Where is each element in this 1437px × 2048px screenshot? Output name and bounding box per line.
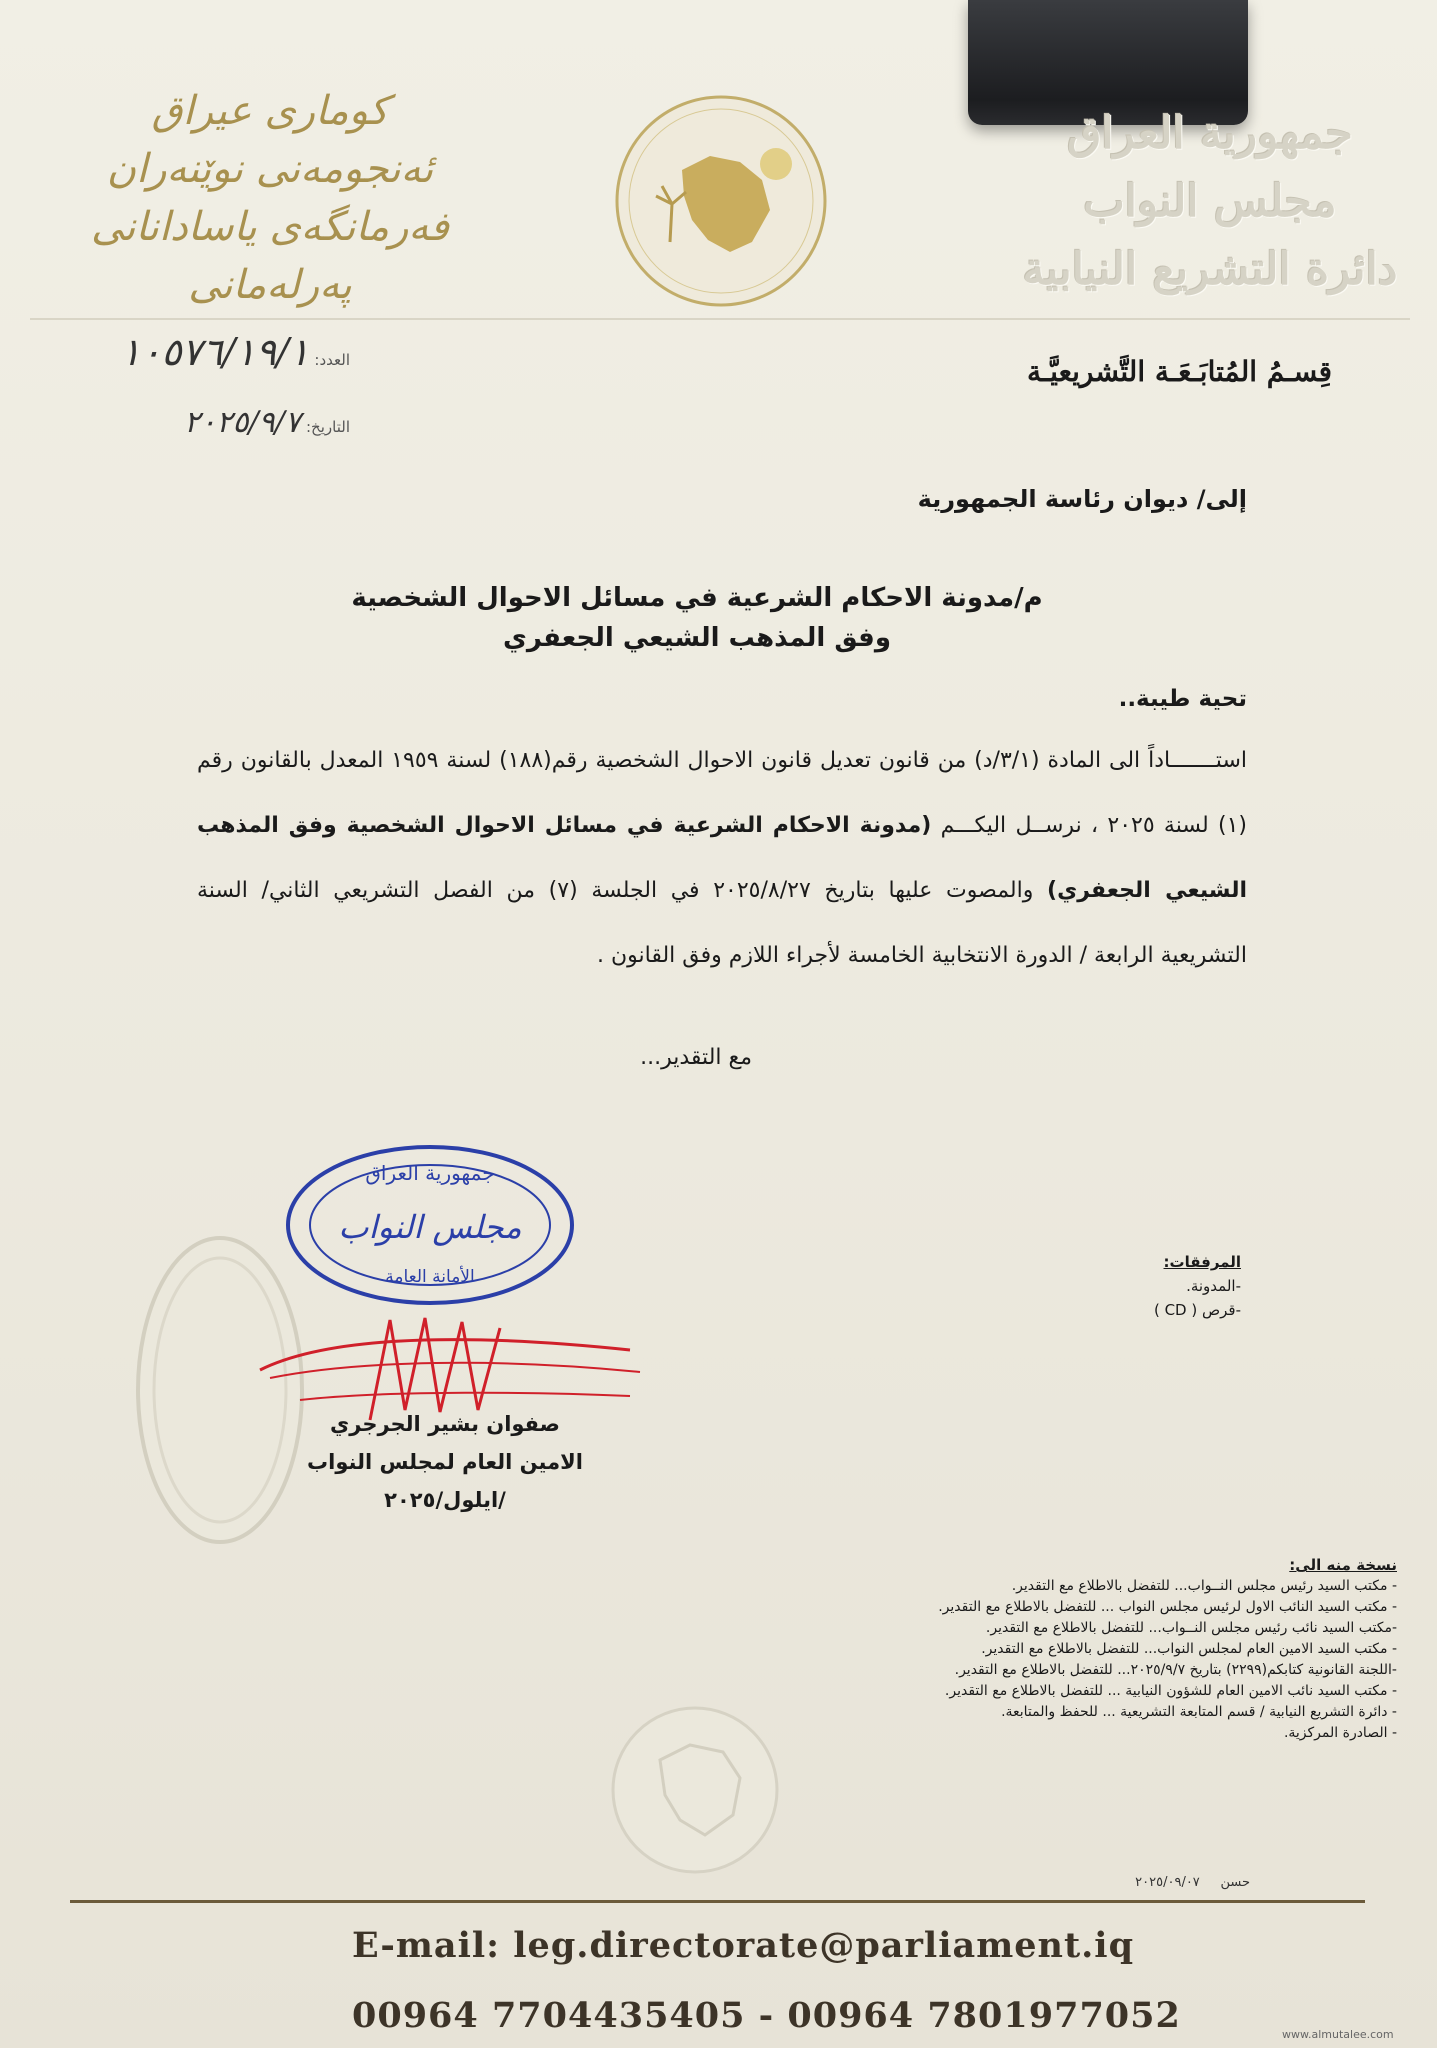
- stamp-line-1: جمهورية العراق: [365, 1161, 495, 1185]
- attachment-item: -قرص ( CD ): [1153, 1301, 1241, 1319]
- department-name: قِسـمُ المُتابَـعَـة التَّشريعيَّـة: [1026, 355, 1332, 388]
- stamp-line-3: الأمانة العامة: [385, 1267, 475, 1287]
- website-watermark: www.almutalee.com: [1282, 2028, 1394, 2041]
- subject: [347, 578, 1047, 658]
- list-item: - مكتب السيد نائب الامين العام للشؤون النيابية ... للتفضل بالاطلاع مع التقدير.: [944, 1683, 1397, 1699]
- attachments: [1154, 1250, 1241, 1322]
- footer-divider: [70, 1900, 1365, 1903]
- attachments-heading: المرفقات:: [1163, 1253, 1241, 1271]
- reference-number: [10, 330, 350, 374]
- footer-email: E-mail: leg.directorate@parliament.iq: [352, 1925, 1135, 1966]
- reference-number-label: العدد:: [314, 351, 350, 369]
- kurdish-line-2: ئەنجومەنی نوێنەران: [106, 146, 434, 192]
- kurdish-line-3: فەرمانگەی یاسادانانی پەرلەمانی: [91, 204, 449, 308]
- footer-phones: 00964 7704435405 - 00964 7801977052: [352, 1995, 1181, 2036]
- typist-mark: [1100, 1875, 1250, 1890]
- arabic-line-1: جمهورية العراق: [1067, 108, 1353, 159]
- list-item: - الصادرة المركزية.: [1283, 1725, 1397, 1741]
- letter-body: [197, 728, 1247, 988]
- reference-date: [80, 405, 350, 440]
- reference-date-value: ٢٠٢٥/٩/٧: [184, 405, 301, 440]
- typist-name: حسن: [1220, 1875, 1250, 1890]
- body-bold: (مدونة الاحكام الشرعية في مسائل الاحوال الشخصية وفق المذهب الشيعي الجعفري): [197, 813, 1247, 903]
- arabic-line-3: دائرة التشريع النيابية: [1022, 244, 1398, 295]
- subject-line-1: م/مدونة الاحكام الشرعية في مسائل الاحوال الشخصية: [351, 583, 1043, 613]
- list-item: -مكتب السيد نائب رئيس مجلس النــواب... للتفضل بالاطلاع مع التقدير.: [985, 1620, 1397, 1636]
- copies-heading: نسخة منه الى:: [1289, 1556, 1397, 1574]
- kurdish-line-1: كوماری عیراق: [151, 88, 389, 134]
- subject-line-2: وفق المذهب الشيعي الجعفري: [503, 623, 891, 653]
- typist-date: ٢٠٢٥/٠٩/٠٧: [1135, 1875, 1200, 1890]
- list-item: - مكتب السيد الامين العام لمجلس النواب... للتفضل بالاطلاع مع التقدير.: [981, 1641, 1397, 1657]
- arabic-letterhead: [1015, 100, 1405, 304]
- list-item: - مكتب السيد النائب الاول لرئيس مجلس النواب ... للتفضل بالاطلاع مع التقدير.: [938, 1599, 1397, 1615]
- recipient: إلى/ ديوان رئاسة الجمهورية: [917, 485, 1247, 513]
- reference-number-value: ١٠٥٧٦/١٩/١: [120, 330, 310, 374]
- list-item: - مكتب السيد رئيس مجلس النــواب... للتفضل بالاطلاع مع التقدير.: [1011, 1578, 1397, 1594]
- list-item: - دائرة التشريع النيابية / قسم المتابعة التشريعية ... للحفظ والمتابعة.: [1001, 1704, 1397, 1720]
- arabic-line-2: مجلس النواب: [1083, 176, 1337, 227]
- stamp-line-2: مجلس النواب: [338, 1208, 522, 1246]
- copies-list: [757, 1555, 1397, 1744]
- header-divider: [30, 318, 1410, 320]
- official-stamp: [280, 1140, 580, 1314]
- signatory: [305, 1405, 585, 1519]
- list-item: -اللجنة القانونية كتابكم(٢٢٩٩) بتاريخ ٢٠٢٥/٩/٧... للتفضل بالاطلاع مع التقدير.: [954, 1662, 1397, 1678]
- parliament-emblem-icon: [612, 92, 830, 314]
- kurdish-letterhead: [40, 82, 500, 314]
- body-part-1: استـــــــاداً الى المادة (٣/١/د) من قانون تعديل قانون الاحوال الشخصية رقم(١٨٨) لسنة ١٩٥٩ المعدل بالقانون رقم (١) لسنة ٢٠٢٥ ، نرســل اليكـــم: [197, 748, 1247, 838]
- greeting: تحية طيبة..: [1118, 686, 1247, 712]
- closing: مع التقدير...: [640, 1045, 752, 1070]
- body-part-2: والمصوت عليها بتاريخ ٢٠٢٥/٨/٢٧ في الجلسة (٧) من الفصل التشريعي الثاني/ السنة التشريعية الرابعة / الدورة الانتخابية الخامسة لأجراء اللازم وفق القانون .: [197, 878, 1247, 968]
- reference-date-label: التاريخ:: [306, 418, 350, 436]
- signatory-name: صفوان بشير الجرجري: [330, 1412, 560, 1436]
- signatory-title: الامين العام لمجلس النواب: [307, 1450, 583, 1474]
- signatory-date: /ايلول/٢٠٢٥: [384, 1488, 506, 1512]
- attachment-item: -المدونة.: [1186, 1277, 1241, 1295]
